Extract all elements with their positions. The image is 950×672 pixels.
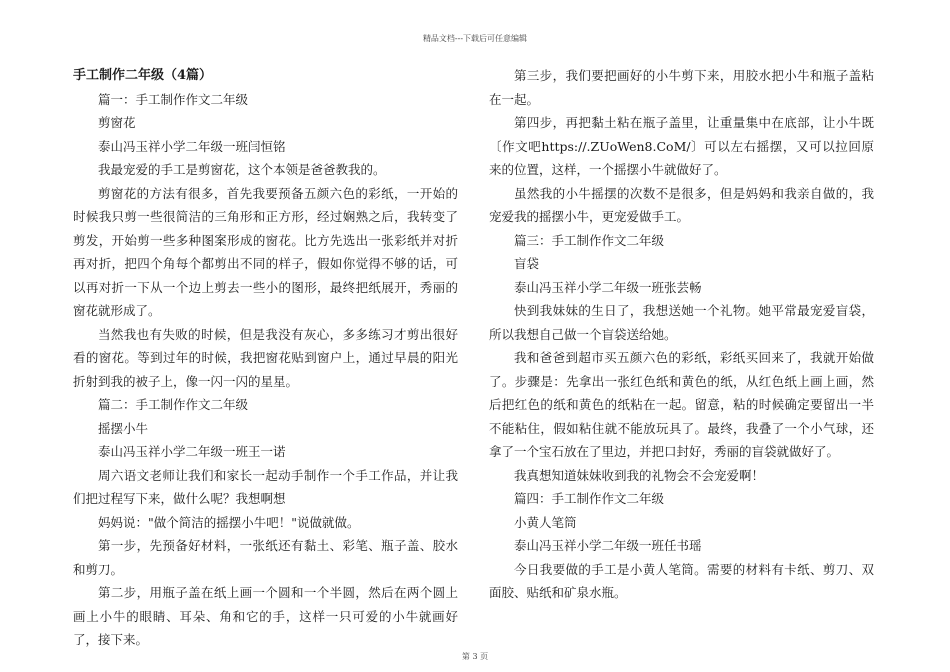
paragraph: 妈妈说："做个简洁的摇摆小牛吧！"说做就做。 [98,514,360,530]
right-column [489,64,874,605]
paragraph: 泰山冯玉祥小学二年级一班闫恒铭 [98,138,286,154]
left-column [73,64,458,652]
paragraph: 泰山冯玉祥小学二年级一班王一诺 [98,444,286,459]
paragraph: 篇一：手工制作作文二年级 [98,91,249,107]
paragraph: 虽然我的小牛摇摆的次数不是很多，但是妈妈和我亲自做的，我宠爱我的摇摆小牛，更宠爱做手工。 [489,185,874,224]
paragraph: 摇摆小牛 [98,420,149,436]
paragraph: 盲袋 [514,256,540,271]
paragraph: 当然我也有失败的时候，但是我没有灰心，多多练习才剪出很好看的窗花。等到过年的时候，我把窗花贴到窗户上，通过早晨的阳光折射到我的被子上，像一闪一闪的星星。 [73,326,458,389]
paragraph: 我和爸爸到超市买五颜六色的彩纸，彩纸买回来了，我就开始做了。步骤是：先拿出一张红色纸和黄色的纸，从红色纸上画上画，然后把红色的纸和黄色的纸粘在一起。留意，粘的时候确定要留出一半不能粘住，假如粘住就不能放玩具了。最终，我叠了一个小气球，还拿了一个宝石放在了里边，并把口封好，秀丽的盲袋就做好了。 [489,350,874,459]
paragraph: 泰山冯玉祥小学二年级一班张芸畅 [514,279,702,295]
paragraph: 第四步，再把黏土粘在瓶子盖里，让重量集中在底部，让小牛既〔作文吧https://.ZUoWen8.CoM/〕可以左右摇摆，又可以拉回原来的位置，这样，一个摇摆小牛就做好了。 [489,115,874,177]
paragraph: 泰山冯玉祥小学二年级一班任书瑶 [514,538,702,553]
paragraph: 今日我要做的手工是小黄人笔筒。需要的材料有卡纸、剪刀、双面胶、贴纸和矿泉水瓶。 [489,561,874,600]
page-footer: 第 3 页 [461,652,489,661]
paragraph: 快到我妹妹的生日了，我想送她一个礼物。她平常最宠爱盲袋，所以我想自己做一个盲袋送给她。 [489,303,874,342]
paragraph: 剪窗花 [98,115,136,130]
paragraph: 第二步，用瓶子盖在纸上画一个圆和一个半圆，然后在两个圆上画上小牛的眼睛、耳朵、角和它的手，这样一只可爱的小牛就画好了，接下来。 [73,585,458,647]
paragraph: 我最宠爱的手工是剪窗花，这个本领是爸爸教我的。 [98,162,386,177]
paragraph: 篇二：手工制作作文二年级 [98,397,249,412]
paragraph: 第一步，先预备好材料，一张纸还有黏土、彩笔、瓶子盖、胶水和剪刀。 [73,538,458,577]
paragraph: 我真想知道妹妹收到我的礼物会不会宠爱啊！ [514,467,765,483]
paragraph: 剪窗花的方法有很多，首先我要预备五颜六色的彩纸，一开始的时候我只剪一些很简洁的三角形和正方形，经过娴熟之后，我转变了剪发，开始剪一些多种图案形成的窗花。比方先选出一张彩纸并对折再对折，把四个角每个都剪出不同的样子，假如你觉得不够的话，可以再对折一下从一个边上剪去一些小的图形，最终把纸展开，秀丽的窗花就形成了。 [73,185,458,318]
paragraph: 周六语文老师让我们和家长一起动手制作一个手工作品，并让我们把过程写下来，做什么呢？我想啊想 [73,467,458,506]
page-header: 精品文档---下载后可任意编辑 [422,34,528,43]
paragraph: 篇四：手工制作作文二年级 [514,491,665,506]
paragraph: 第三步，我们要把画好的小牛剪下来，用胶水把小牛和瓶子盖粘在一起。 [489,68,874,107]
paragraph: 篇三：手工制作作文二年级 [514,232,665,248]
paragraph: 小黄人笔筒 [514,514,577,530]
document-title: 手工制作二年级（4篇） [73,68,213,83]
